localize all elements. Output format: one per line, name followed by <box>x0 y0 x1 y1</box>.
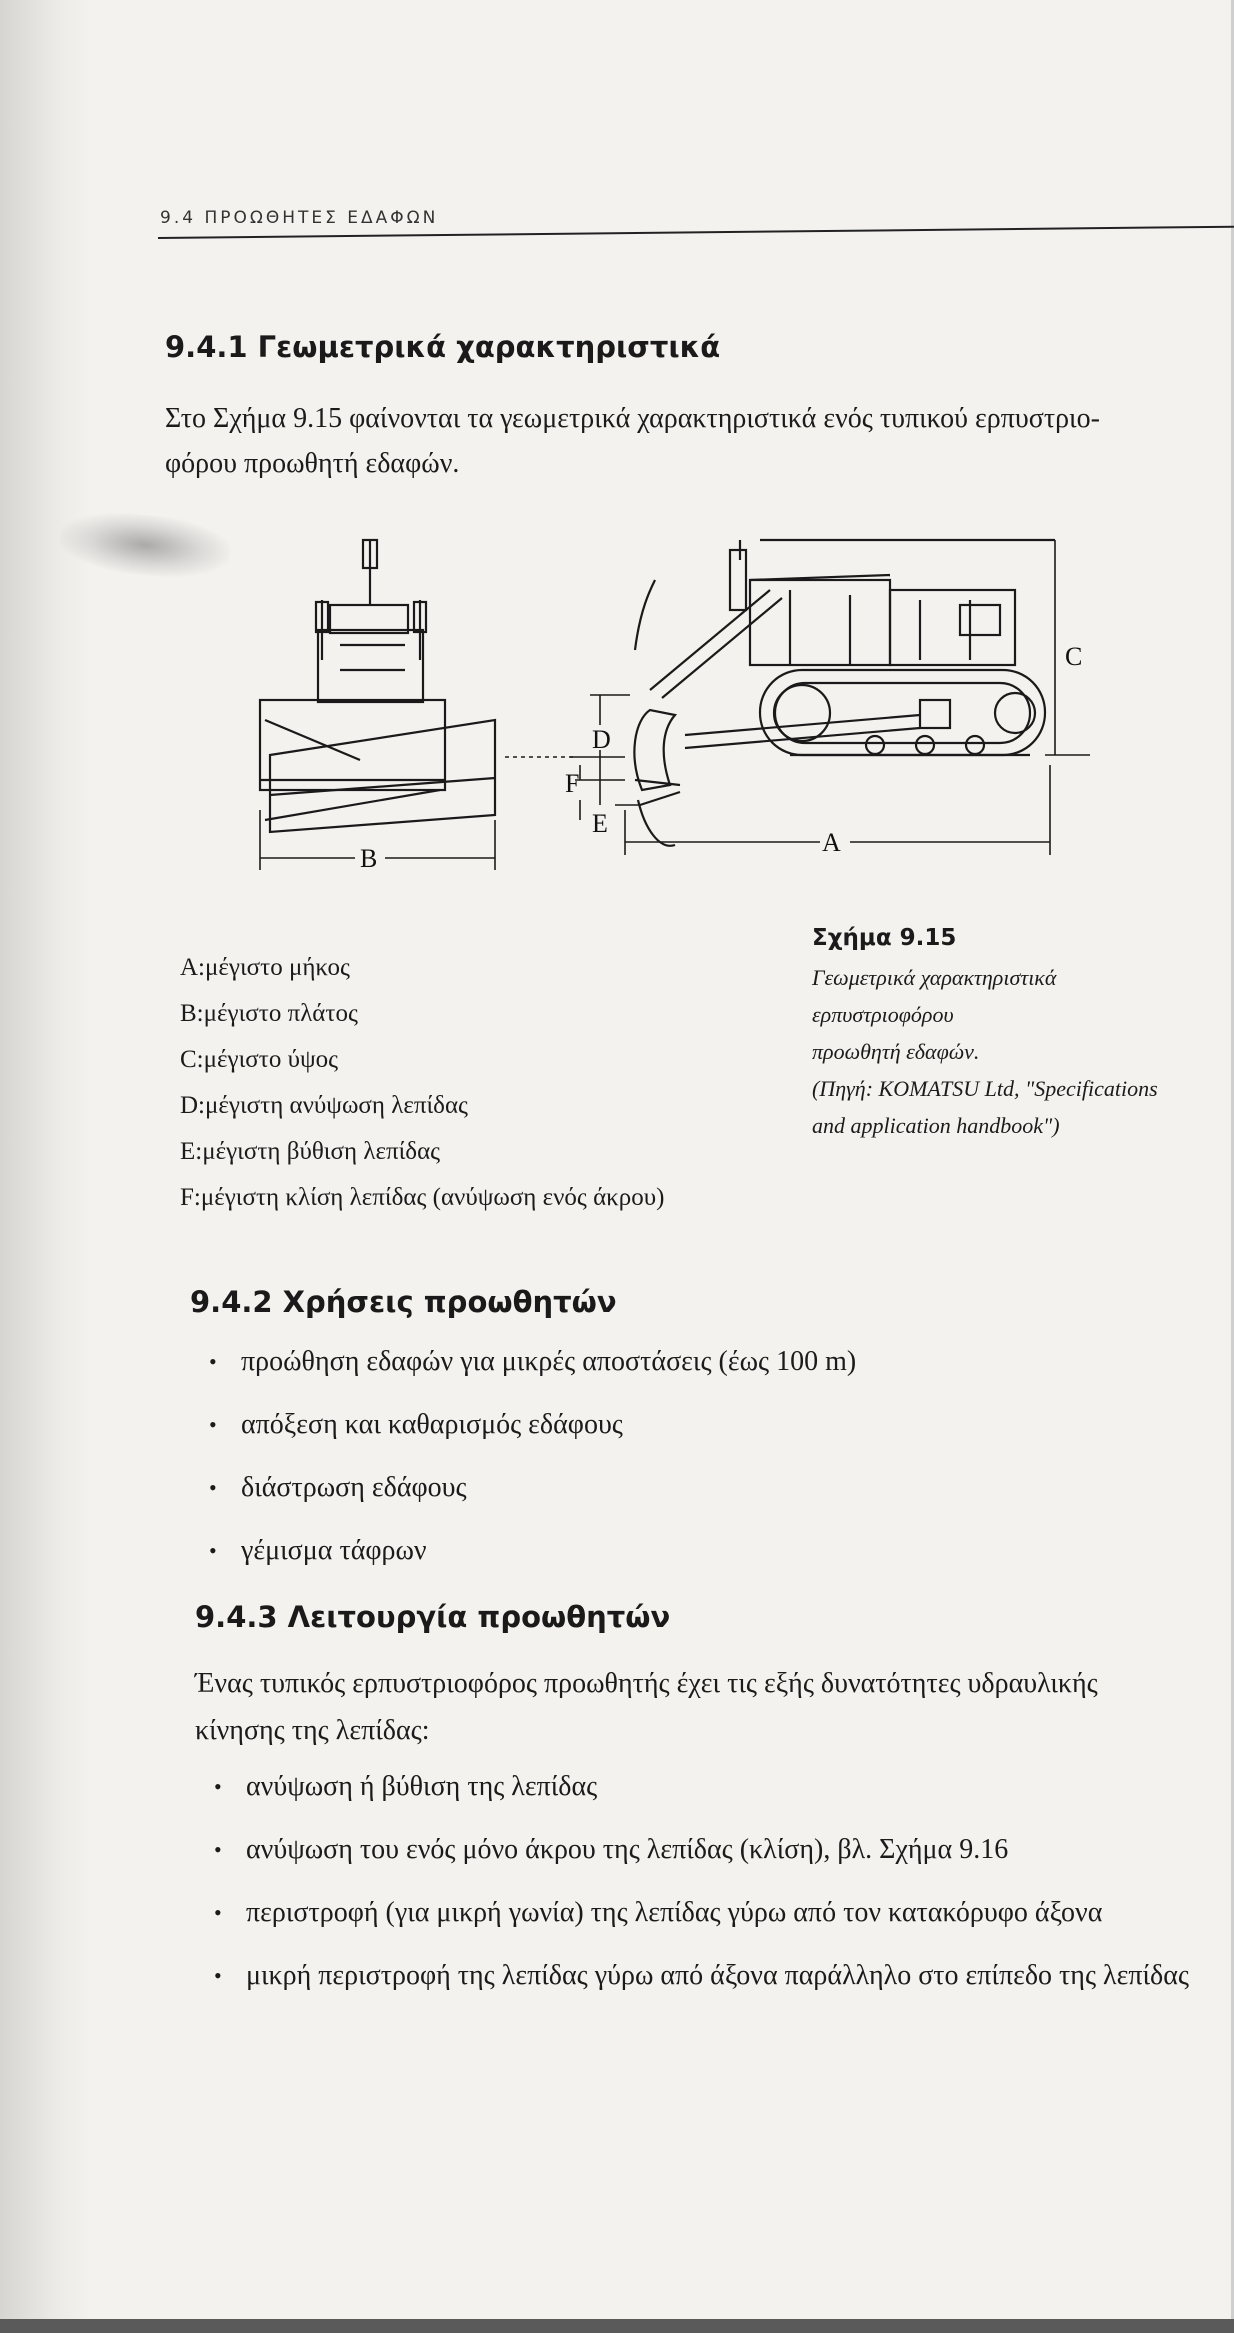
figure-caption <box>812 925 1232 1144</box>
legend-item: E:μέγιστη βύθιση λεπίδας <box>180 1138 441 1165</box>
figure-caption-line: ερπυστριοφόρου <box>812 1002 954 1027</box>
list-item: • ανύψωση του ενός μόνο άκρου της λεπίδας (κλίση), βλ. Σχήμα 9.16 <box>210 1828 1189 1891</box>
scan-bottom-edge <box>0 2319 1234 2333</box>
side-view-drawing <box>634 540 1055 846</box>
figure-caption-title: Σχήμα 9.15 <box>812 925 957 951</box>
front-view-drawing <box>260 540 495 832</box>
list-item: • περιστροφή (για μικρή γωνία) της λεπίδας γύρω από τον κατακόρυφο άξονα <box>210 1891 1189 1954</box>
legend-item: F:μέγιστη κλίση λεπίδας (ανύψωση ενός άκρου) <box>180 1184 665 1211</box>
blade-motion-list <box>210 1765 1189 2017</box>
list-item: • γέμισμα τάφρων <box>205 1529 856 1592</box>
figure-caption-line: and application handbook") <box>812 1113 1060 1138</box>
legend-item: D:μέγιστη ανύψωση λεπίδας <box>180 1092 468 1119</box>
dimension-legend <box>180 945 780 1221</box>
dimension-label-a: A <box>822 828 841 857</box>
section-heading-9-4-1: 9.4.1 Γεωμετρικά χαρακτηριστικά <box>165 330 721 364</box>
list-item: • προώθηση εδαφών για μικρές αποστάσεις (έως 100 m) <box>205 1340 856 1403</box>
dimension-label-d: D <box>592 725 611 754</box>
legend-item: B:μέγιστο πλάτος <box>180 1000 358 1027</box>
dimension-label-e: E <box>592 809 608 838</box>
uses-list <box>205 1340 856 1592</box>
dimension-label-c: C <box>1065 642 1083 671</box>
figure-caption-line: προωθητή εδαφών. <box>812 1039 980 1064</box>
list-item: • μικρή περιστροφή της λεπίδας γύρω από άξονα παράλληλο στο επίπεδο της λεπίδας <box>210 1954 1189 2017</box>
operation-paragraph-line-2: κίνησης της λεπίδας: <box>195 1715 430 1746</box>
intro-paragraph-line-1: Στο Σχήμα 9.15 φαίνονται τα γεωμετρικά χαρακτηριστικά ενός τυπικού ερπυστριο- <box>165 403 1100 434</box>
bulldozer-dimensions-figure <box>230 520 1170 890</box>
operation-paragraph-line-1: Ένας τυπικός ερπυστριοφόρος προωθητής έχει τις εξής δυνατότητες υδραυλικής <box>195 1668 1098 1699</box>
list-item: • απόξεση και καθαρισμός εδάφους <box>205 1403 856 1466</box>
section-heading-9-4-2: 9.4.2 Χρήσεις προωθητών <box>190 1285 617 1319</box>
dimension-label-f: F <box>565 769 580 798</box>
running-header: 9.4 ΠΡΟΩΘΗΤΕΣ ΕΔΑΦΩΝ <box>160 208 439 228</box>
legend-item: A:μέγιστο μήκος <box>180 954 350 981</box>
page-gutter-shadow <box>0 0 90 2333</box>
figure-caption-line: Γεωμετρικά χαρακτηριστικά <box>812 965 1057 990</box>
dimension-label-b: B <box>360 844 378 873</box>
section-heading-9-4-3: 9.4.3 Λειτουργία προωθητών <box>195 1600 671 1634</box>
list-item: • διάστρωση εδάφους <box>205 1466 856 1529</box>
list-item: • ανύψωση ή βύθιση της λεπίδας <box>210 1765 1189 1828</box>
legend-item: C:μέγιστο ύψος <box>180 1046 338 1073</box>
figure-caption-line: (Πηγή: KOMATSU Ltd, "Specifications <box>812 1076 1158 1101</box>
intro-paragraph-line-2: φόρου προωθητή εδαφών. <box>165 448 460 479</box>
